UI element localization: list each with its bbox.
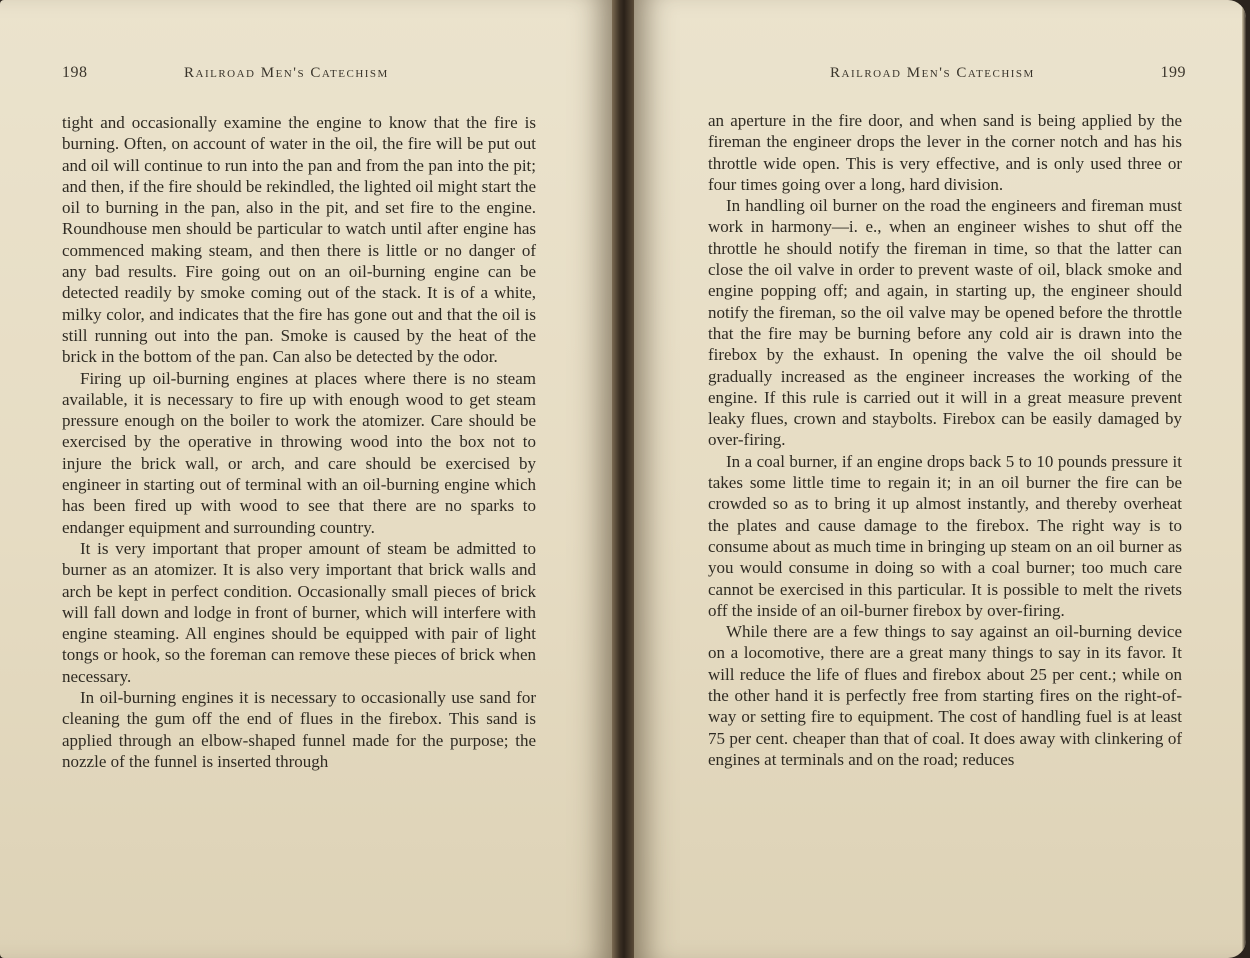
paragraph: It is very important that proper amount of steam be admitted to burner as an atomizer. It is also very important that brick walls and arch be kept in perfect condition. Occasionally small pieces of brick will fall down and lodge in front of burner, which will interfere with engine steaming. All engines should be equipped with pair of light tongs or hook, so the foreman can remove these pieces of brick when necessary. (62, 538, 536, 686)
running-head: Railroad Men's Catechism (184, 65, 389, 81)
paragraph: In handling oil burner on the road the engineers and fireman must work in harmony—i. e., when an engineer wishes to shut off the throttle he should notify the fireman in time, so that the latter can close the oil valve in order to prevent waste of oil, black smoke and engine popping off; and again, in starting up, the engineer should notify the fireman, so the oil valve may be opened before the throttle that the fire may be burning before any cold air is drawn into the firebox by the exhaust. In opening the valve the oil should be gradually increased as the engineer increases the working of the engine. If this rule is carried out it will in a great measure prevent leaky flues, crown and staybolts. Firebox can be easily damaged by over-firing. (708, 196, 1182, 450)
running-head: Railroad Men's Catechism (830, 65, 1035, 81)
paragraph: an aperture in the fire door, and when sand is being applied by the fireman the engineer drops the lever in the corner notch and has his throttle wide open. This is very effective, and is only used three or four times going over a long, hard division. (708, 111, 1182, 194)
page-number: 198 (62, 64, 88, 81)
right-page-header (708, 64, 1186, 88)
paragraph: While there are a few things to say against an oil-burning device on a locomotive, there are a great many things to say in its favor. It will reduce the life of flues and firebox about 25 per cent.; while on the other hand it is perfectly free from starting fires on the right-of-way or setting fire to equipment. The cost of handling fuel is at least 75 per cent. cheaper than that of coal. It does away with clinkering of engines at terminals and on the road; reduces (708, 622, 1182, 769)
paragraph: In oil-burning engines it is necessary to occasionally use sand for cleaning the gum off the end of flues in the firebox. This sand is applied through an elbow-shaped funnel made for the purpose; the nozzle of the funnel is inserted through (62, 688, 536, 771)
paragraph: In a coal burner, if an engine drops back 5 to 10 pounds pressure it takes some little time to regain it; in an oil burner the fire can be crowded so as to bring it up almost instantly, and thereby overheat the plates and cause damage to the firebox. The right way is to consume about as much time in bringing up steam on an oil burner as you would consume in doing so with a coal burner; too much care cannot be exercised in this particular. It is possible to melt the rivets off the inside of an oil-burner firebox by over-firing. (708, 451, 1182, 620)
page-number: 199 (1160, 64, 1186, 81)
right-page (634, 0, 1246, 958)
left-page-header (62, 64, 540, 88)
paragraph: Firing up oil-burning engines at places where there is no steam available, it is necessary to fire up with enough wood to get steam pressure enough on the boiler to work the atomizer. Care should be exercised by the operative in throwing wood into the box not to injure the brick wall, or arch, and care should be exercised by engineer in starting out of terminal with an oil-burning engine which has been fired up with wood to see that there are no sparks to endanger equipment and surrounding country. (62, 368, 536, 537)
page-edge (1242, 0, 1246, 958)
left-page-body (62, 112, 536, 772)
book-gutter (612, 0, 634, 958)
right-page-body (708, 110, 1182, 770)
paragraph: tight and occasionally examine the engine to know that the fire is burning. Often, on account of water in the oil, the fire will be put out and oil will continue to run into the pan and from the pan into the pit; and then, if the fire should be rekindled, the lighted oil might start the oil to burning in the pan, also in the pit, and set fire to the engine. Roundhouse men should be particular to watch until after engine has commenced making steam, and then there is little or no danger of any bad results. Fire going out on an oil-burning engine can be detected readily by smoke coming out of the stack. It is of a white, milky color, and indicates that the fire has gone out and that the oil is still running out into the pan. Smoke is caused by the heat of the brick in the bottom of the pan. Can also be detected by the odor. (62, 113, 536, 367)
left-page (0, 0, 612, 958)
